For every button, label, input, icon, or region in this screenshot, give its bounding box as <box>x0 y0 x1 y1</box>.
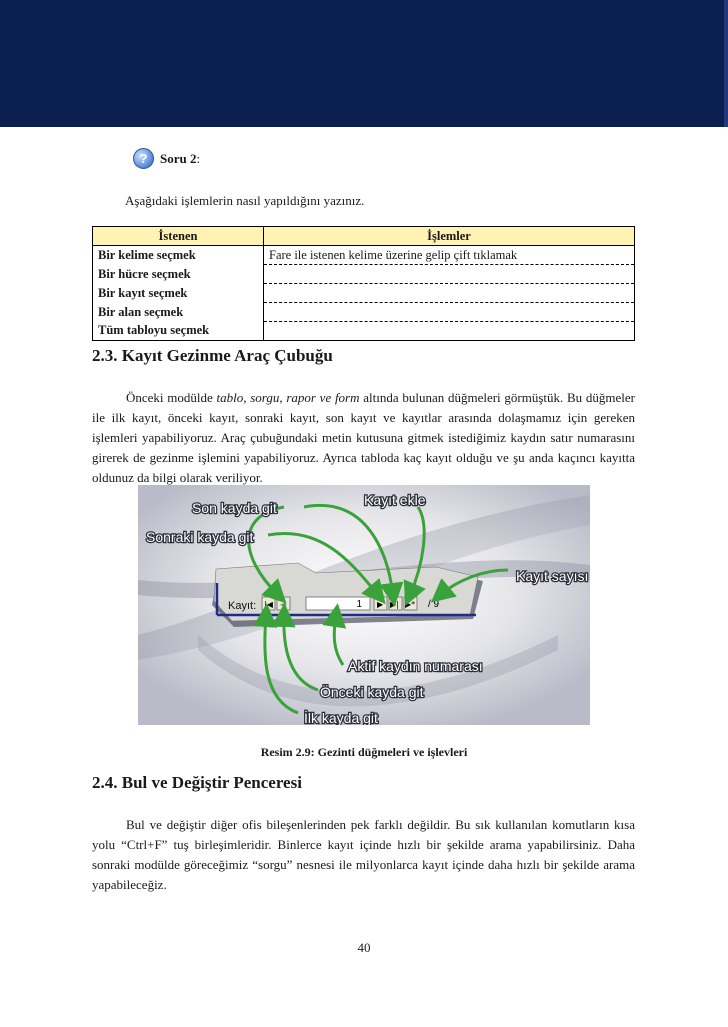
label-new-record: Kayıt ekle <box>364 492 426 508</box>
navigation-figure <box>138 485 590 725</box>
operations-table <box>92 226 635 341</box>
record-number-value: 1 <box>356 599 362 610</box>
navigation-diagram <box>138 485 590 725</box>
question-label: Soru 2: <box>160 150 201 166</box>
section-paragraph: Bul ve değiştir diğer ofis bileşenlerinden pek farklı değildir. Bu sık kullanılan komutların kısa yolu “Ctrl+F” tuş birleşimleridir. Binlerce kayıt içinde hızlı bir şekilde arama yapabilirsiniz. Daha sonraki modülde göreceğimiz “sorgu” nesnesi ile milyonlarca kayıt içinde daha hızlı bir şekilde arama yapabileceğiz. <box>92 817 635 892</box>
action-cell <box>264 322 635 341</box>
label-next-record: Sonraki kayda git <box>146 529 254 545</box>
table-header-row <box>93 227 635 246</box>
question-icon: ? <box>133 148 154 169</box>
label-last-record: Son kayda git <box>192 500 277 516</box>
last-record-button[interactable] <box>389 597 402 610</box>
next-record-icon: ▶ <box>377 600 384 609</box>
action-cell <box>264 303 635 322</box>
record-count-value: / 9 <box>428 599 440 610</box>
question-heading <box>133 148 200 169</box>
table-header-cell: İstenen <box>93 227 264 246</box>
task-cell: Bir kayıt seçmek <box>93 284 264 303</box>
instruction-text: Aşağıdaki işlemlerin nasıl yapıldığını yazınız. <box>125 193 365 208</box>
table-row <box>93 322 635 341</box>
first-record-button[interactable] <box>262 597 275 610</box>
table-row <box>93 265 635 284</box>
toolbar-panel <box>214 563 478 621</box>
new-record-button[interactable] <box>404 597 417 610</box>
last-record-icon: ▶| <box>390 600 399 609</box>
section-paragraph: Önceki modülde tablo, sorgu, rapor ve form altında bulunan düğmeleri görmüştük. Bu düğmeler ile ilk kayıt, önceki kayıt, sonraki kayıt, son kayıt ve kayıtlar arasında dolaşmamız için gereken işlemleri yapabiliyoruz. Araç çubuğundaki metin kutusuna gitmek istediğimiz kaydın satır numarasını girerek de gezinme işlemini yapabiliyoruz. Ayrıca tabloda kaç kayıt olduğu ve şu anda kaçıncı kayıtta oldunuz da bilgi olarak veriliyor. <box>92 390 635 485</box>
label-first-record: İlk kayda git <box>304 710 378 725</box>
table-header-cell: İşlemler <box>264 227 635 246</box>
table-row <box>93 303 635 322</box>
label-record-count: Kayıt sayısı <box>516 568 589 584</box>
task-cell: Bir alan seçmek <box>93 303 264 322</box>
header-band <box>0 0 728 127</box>
header-edge <box>724 0 728 127</box>
section-title: 2.4. Bul ve Değiştir Penceresi <box>92 773 302 792</box>
next-record-button[interactable] <box>374 597 387 610</box>
section-title: 2.3. Kayıt Gezinme Araç Çubuğu <box>92 346 333 365</box>
action-cell: Fare ile istenen kelime üzerine gelip çift tıklamak <box>264 246 635 265</box>
previous-record-icon: ◀ <box>280 600 287 609</box>
label-previous-record: Önceki kayda git <box>320 684 424 700</box>
label-current-record: Aktif kaydın numarası <box>348 658 483 674</box>
action-cell <box>264 284 635 303</box>
task-cell: Bir hücre seçmek <box>93 265 264 284</box>
new-record-icon: ▶* <box>405 600 416 609</box>
task-cell: Bir kelime seçmek <box>93 246 264 265</box>
figure-caption: Resim 2.9: Gezinti düğmeleri ve işlevleri <box>260 745 468 759</box>
action-cell <box>264 265 635 284</box>
first-record-icon: |◀ <box>264 600 273 609</box>
table-row <box>93 284 635 303</box>
table-row <box>93 246 635 265</box>
task-cell: Tüm tabloyu seçmek <box>93 322 264 341</box>
previous-record-button[interactable] <box>277 597 290 610</box>
toolbar-record-label: Kayıt: <box>228 600 257 612</box>
page-number: 40 <box>357 940 371 955</box>
